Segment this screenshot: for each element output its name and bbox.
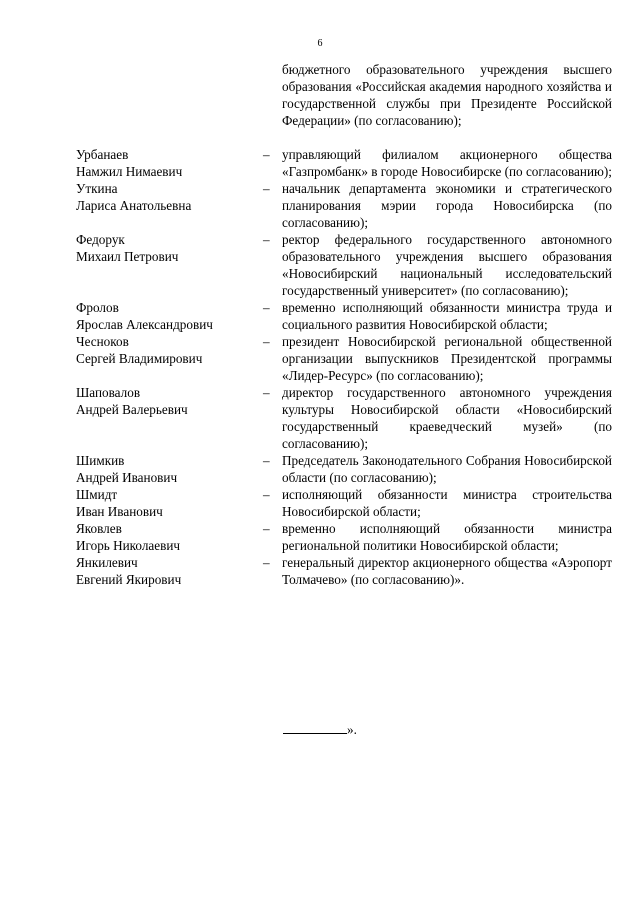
member-name	[76, 384, 256, 418]
dash-separator: –	[263, 300, 270, 315]
member-position: генеральный директор акционерного общества «Аэропорт Толмачево» (по согласованию)».	[282, 555, 612, 587]
member-position: ректор федерального государственного автономного образовательного учреждения высшего образования «Новосибирский национальный исследовательский государственный университет» (по согласованию);	[282, 232, 612, 298]
member-name	[76, 180, 256, 214]
member-position: исполняющий обязанности министра строительства Новосибирской области;	[282, 487, 612, 519]
member-surname: Шаповалов	[76, 385, 141, 400]
member-position: директор государственного автономного учреждения культуры Новосибирской области «Новосибирский государственный краеведческий музей» (по согласованию);	[282, 385, 612, 451]
member-name	[76, 146, 256, 180]
list-item	[0, 384, 640, 452]
dash-separator: –	[263, 521, 270, 536]
list-item	[0, 231, 640, 299]
member-position: Председатель Законодательного Собрания Новосибирской области (по согласованию);	[282, 453, 612, 485]
member-given-name: Михаил Петрович	[76, 249, 179, 264]
member-name	[76, 333, 256, 367]
member-position: управляющий филиалом акционерного общества «Газпромбанк» в городе Новосибирске (по согласованию);	[282, 147, 612, 179]
member-given-name: Евгений Якирович	[76, 572, 182, 587]
member-given-name: Лариса Анатольевна	[76, 198, 192, 213]
closing-quote: ».	[347, 722, 357, 737]
member-given-name: Сергей Владимирович	[76, 351, 203, 366]
member-surname: Фролов	[76, 300, 119, 315]
page-number: 6	[317, 38, 323, 49]
member-surname: Яковлев	[76, 521, 122, 536]
dash-separator: –	[263, 555, 270, 570]
member-given-name: Намжил Нимаевич	[76, 164, 183, 179]
member-surname: Федорук	[76, 232, 125, 247]
dash-separator: –	[263, 334, 270, 349]
member-surname: Янкилевич	[76, 555, 138, 570]
member-surname: Чесноков	[76, 334, 129, 349]
member-list	[0, 146, 640, 588]
list-item	[0, 554, 640, 588]
member-surname: Шимкив	[76, 453, 125, 468]
member-given-name: Иван Иванович	[76, 504, 163, 519]
member-surname: Урбанаев	[76, 147, 129, 162]
list-item	[0, 520, 640, 554]
list-item	[0, 146, 640, 180]
member-name	[76, 554, 256, 588]
dash-separator: –	[263, 232, 270, 247]
member-given-name: Андрей Иванович	[76, 470, 178, 485]
member-given-name: Андрей Валерьевич	[76, 402, 188, 417]
dash-separator: –	[263, 487, 270, 502]
member-position: начальник департамента экономики и стратегического планирования мэрии города Новосибирска (по согласованию);	[282, 181, 612, 230]
member-given-name: Игорь Николаевич	[76, 538, 181, 553]
list-item	[0, 299, 640, 333]
member-name	[76, 299, 256, 333]
signature-underline	[283, 721, 347, 734]
member-name	[76, 486, 256, 520]
member-name	[76, 231, 256, 265]
dash-separator: –	[263, 453, 270, 468]
member-surname: Уткина	[76, 181, 118, 196]
member-surname: Шмидт	[76, 487, 118, 502]
list-item	[0, 452, 640, 486]
list-item	[0, 333, 640, 384]
continuation-text: бюджетного образовательного учреждения высшего образования «Российская академия народного хозяйства и государственной службы при Президенте Российской Федерации» (по согласованию);	[282, 62, 612, 128]
list-item	[0, 180, 640, 231]
member-position: президент Новосибирской региональной общественной организации выпускников Президентской программы «Лидер-Ресурс» (по согласованию);	[282, 334, 612, 383]
member-name	[76, 520, 256, 554]
member-position: временно исполняющий обязанности министра региональной политики Новосибирской области;	[282, 521, 612, 553]
dash-separator: –	[263, 181, 270, 196]
dash-separator: –	[263, 385, 270, 400]
member-name	[76, 452, 256, 486]
member-given-name: Ярослав Александрович	[76, 317, 213, 332]
list-item	[0, 486, 640, 520]
dash-separator: –	[263, 147, 270, 162]
member-position: временно исполняющий обязанности министра труда и социального развития Новосибирской области;	[282, 300, 612, 332]
closing-line	[0, 721, 640, 738]
